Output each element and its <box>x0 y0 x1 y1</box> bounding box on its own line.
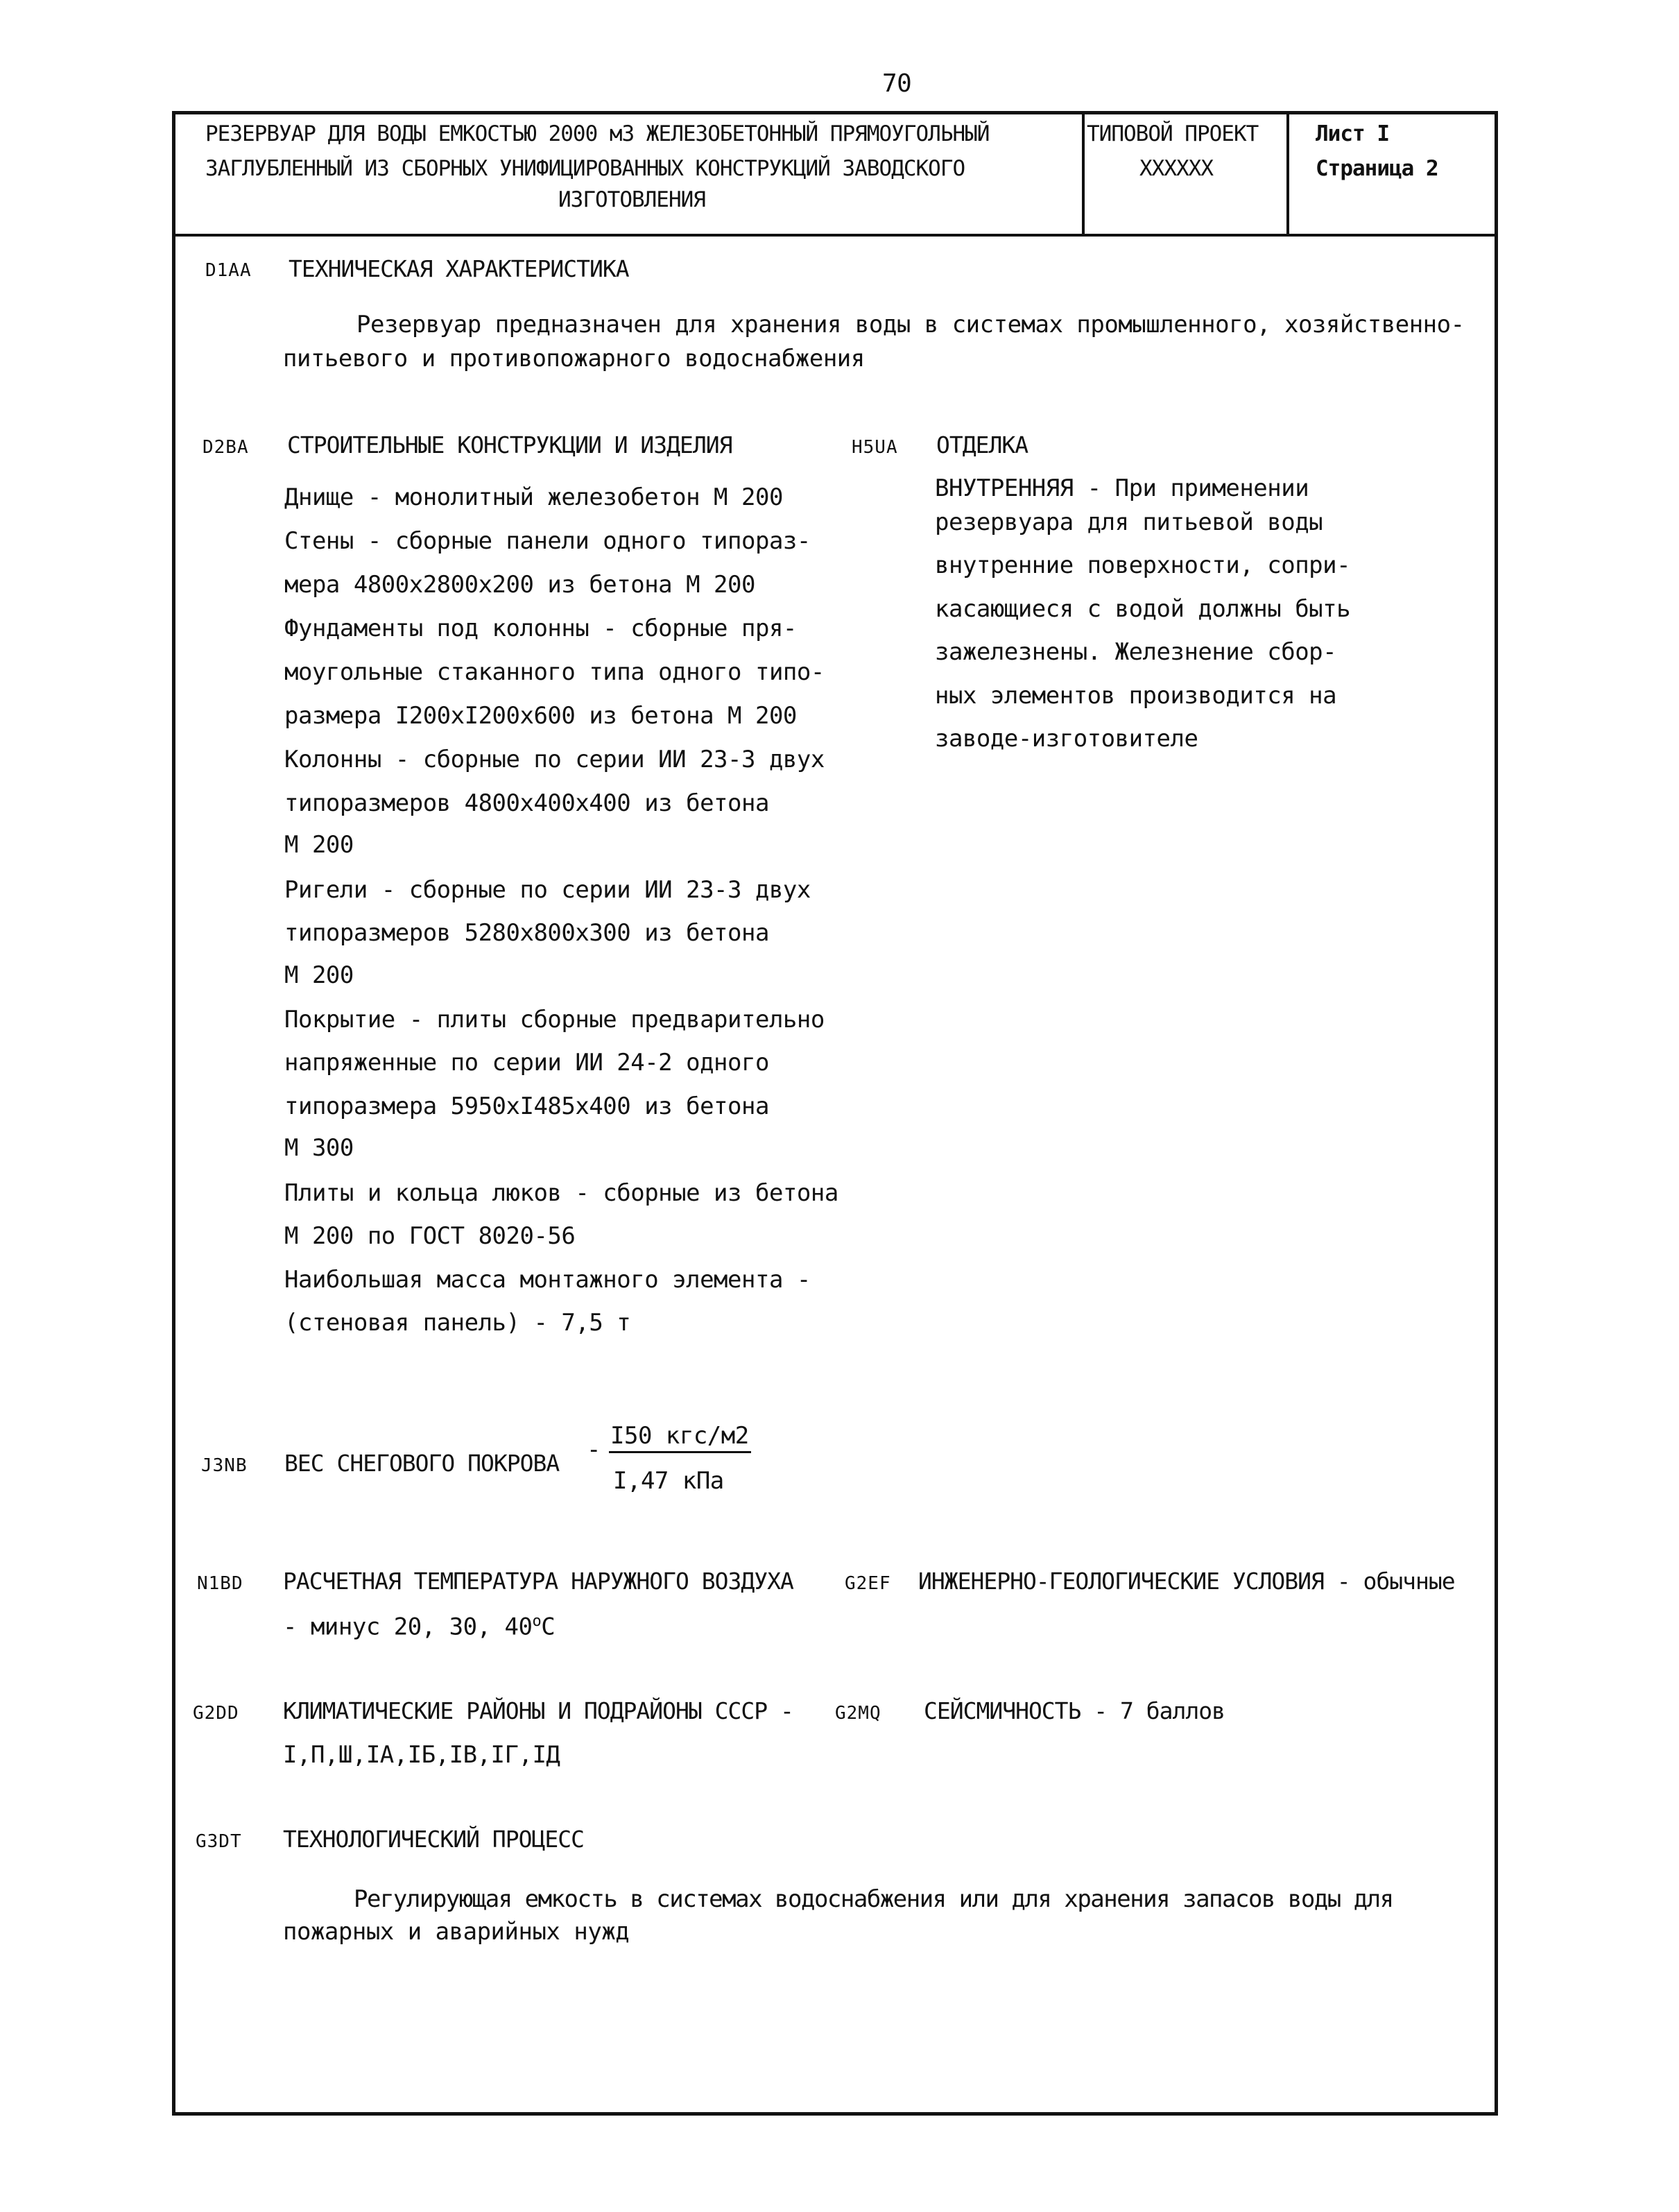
section-heading-temperature: РАСЧЕТНАЯ ТЕМПЕРАТУРА НАРУЖНОГО ВОЗДУХА <box>283 1568 793 1595</box>
header-divider <box>172 234 1498 237</box>
title-line-2: ЗАГЛУБЛЕННЫЙ ИЗ СБОРНЫХ УНИФИЦИРОВАННЫХ КОНСТРУКЦИЙ ЗАВОДСКОГО <box>205 156 965 181</box>
section-heading-tech: ТЕХНИЧЕСКАЯ ХАРАКТЕРИСТИКА <box>289 255 629 282</box>
temperature-unit: С <box>541 1613 556 1641</box>
finish-line: ных элементов производится на <box>935 682 1337 710</box>
section-heading-process: ТЕХНОЛОГИЧЕСКИЙ ПРОЦЕСС <box>283 1826 584 1853</box>
temperature-value <box>283 1613 555 1640</box>
page-label: Страница 2 <box>1316 156 1438 181</box>
header-divider-vertical-2 <box>1286 111 1289 236</box>
section-code: G2MQ <box>835 1703 881 1724</box>
snow-dash: - <box>587 1436 601 1464</box>
finish-line: заводе-изготовителе <box>935 725 1198 753</box>
section-code: N1BD <box>197 1573 243 1594</box>
tech-line-1: Резервуар предназначен для хранения воды в системах промышленного, хозяйственно- <box>356 311 1465 338</box>
finish-line: касающиеся с водой должны быть <box>935 595 1351 623</box>
snow-load-numerator: I50 кгс/м2 <box>610 1422 749 1450</box>
section-code: G3DT <box>196 1831 242 1852</box>
process-line-2: пожарных и аварийных нужд <box>283 1918 630 1946</box>
section-heading-geology: ИНЖЕНЕРНО-ГЕОЛОГИЧЕСКИЕ УСЛОВИЯ - обычные <box>918 1568 1455 1595</box>
construction-line: напряженные по серии ИИ 24-2 одного <box>284 1049 769 1077</box>
section-heading-constructions: СТРОИТЕЛЬНЫЕ КОНСТРУКЦИИ И ИЗДЕЛИЯ <box>287 431 732 458</box>
section-code: D2BA <box>203 437 249 458</box>
construction-line: Днище - монолитный железобетон М 200 <box>284 483 783 511</box>
construction-line: моугольные стаканного типа одного типо- <box>284 658 825 686</box>
construction-line: Колонны - сборные по серии ИИ 23-3 двух <box>284 746 825 773</box>
degree-sign: о <box>532 1613 542 1630</box>
section-code: D1AA <box>205 260 252 281</box>
construction-line: М 200 <box>284 961 354 989</box>
section-heading-finish: ОТДЕЛКА <box>936 431 1028 458</box>
tech-line-2: питьевого и противопожарного водоснабжения <box>283 345 865 372</box>
project-code: XXXXXX <box>1139 156 1213 181</box>
page-number: 70 <box>882 69 912 98</box>
construction-line: Ригели - сборные по серии ИИ 23-3 двух <box>284 876 811 904</box>
section-heading-climate: КЛИМАТИЧЕСКИЕ РАЙОНЫ И ПОДРАЙОНЫ СССР - <box>283 1697 793 1724</box>
finish-line: резервуара для питьевой воды <box>935 508 1323 536</box>
section-code: H5UA <box>852 437 898 458</box>
finish-line: внутренние поверхности, сопри- <box>935 551 1351 579</box>
construction-line: (стеновая панель) - 7,5 т <box>284 1309 631 1337</box>
construction-line: Фундаменты под колонны - сборные пря- <box>284 615 797 642</box>
section-heading-snow: ВЕС СНЕГОВОГО ПОКРОВА <box>284 1450 560 1477</box>
construction-line: М 200 <box>284 831 354 859</box>
construction-line: М 200 по ГОСТ 8020-56 <box>284 1222 576 1250</box>
project-label: ТИПОВОЙ ПРОЕКТ <box>1087 121 1259 146</box>
process-line-1: Регулирующая емкость в системах водоснабжения или для хранения запасов воды для <box>354 1885 1393 1913</box>
construction-line: типоразмеров 5280х800х300 из бетона <box>284 919 769 947</box>
construction-line: Наибольшая масса монтажного элемента - <box>284 1266 811 1294</box>
temperature-value-text: - минус 20, 30, 40 <box>283 1613 533 1641</box>
construction-line: Покрытие - плиты сборные предварительно <box>284 1006 825 1034</box>
snow-load-denominator: I,47 кПа <box>613 1467 724 1495</box>
finish-line: ВНУТРЕННЯЯ - При применении <box>935 474 1309 502</box>
construction-line: Плиты и кольца люков - сборные из бетона <box>284 1179 838 1207</box>
construction-line: Стены - сборные панели одного типораз- <box>284 527 811 555</box>
construction-line: М 300 <box>284 1134 354 1162</box>
section-code: G2EF <box>845 1573 891 1594</box>
section-code: J3NB <box>201 1455 248 1476</box>
title-line-1: РЕЗЕРВУАР ДЛЯ ВОДЫ ЕМКОСТЬЮ 2000 м3 ЖЕЛЕЗОБЕТОННЫЙ ПРЯМОУГОЛЬНЫЙ <box>205 121 990 146</box>
header-divider-vertical-1 <box>1082 111 1085 236</box>
construction-line: типоразмера 5950хI485х400 из бетона <box>284 1092 769 1120</box>
title-line-3: ИЗГОТОВЛЕНИЯ <box>558 187 705 212</box>
construction-line: мера 4800х2800х200 из бетона М 200 <box>284 571 755 599</box>
finish-line: зажелезнены. Железнение сбор- <box>935 638 1337 666</box>
sheet-number: Лист I <box>1316 121 1389 146</box>
section-code: G2DD <box>193 1703 239 1724</box>
fraction-bar <box>609 1451 751 1453</box>
climate-regions: I,П,Ш,IА,IБ,IВ,IГ,IД <box>283 1741 560 1769</box>
construction-line: размера I200хI200х600 из бетона М 200 <box>284 702 797 730</box>
section-heading-seismic: СЕЙСМИЧНОСТЬ - 7 баллов <box>924 1697 1225 1724</box>
construction-line: типоразмеров 4800х400х400 из бетона <box>284 789 769 817</box>
